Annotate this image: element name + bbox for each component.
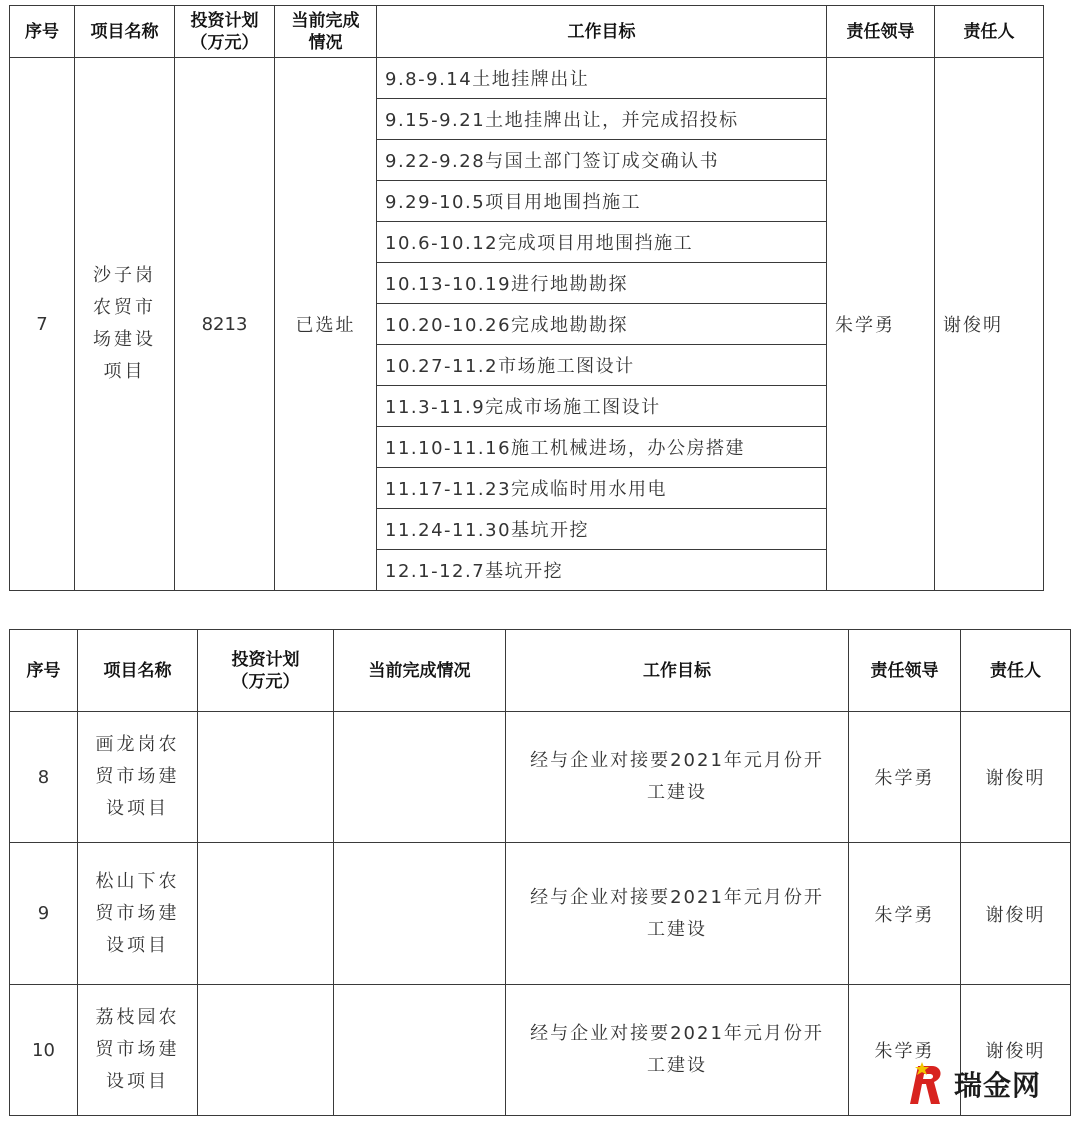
cell-invest: 8213 (175, 58, 275, 591)
header-status-line2: 情况 (308, 32, 343, 53)
name-line: 贸市场建 (95, 766, 180, 787)
table-row (10, 843, 1071, 985)
cell-goal (506, 985, 849, 1116)
cell-goal: 9.8-9.14土地挂牌出让 (377, 58, 827, 99)
cell-seq: 10 (10, 985, 78, 1116)
name-line: 农贸市 (93, 297, 156, 318)
name-line: 设项目 (106, 798, 169, 819)
goal-line: 工建设 (647, 782, 707, 803)
cell-invest (198, 843, 334, 985)
cell-goal (506, 843, 849, 985)
header-leader: 责任领导 (827, 6, 935, 58)
name-line: 贸市场建 (95, 902, 180, 924)
cell-leader: 朱学勇 (827, 58, 935, 591)
cell-goal (506, 712, 849, 843)
name-line: 松山下农 (95, 870, 180, 892)
project-table-1 (9, 5, 1044, 591)
ruijin-logo-icon (902, 1060, 950, 1108)
cell-project-name (78, 712, 198, 843)
cell-person: 谢俊明 (961, 985, 1071, 1116)
cell-status (334, 843, 506, 985)
header-seq: 序号 (10, 630, 78, 712)
cell-person: 谢俊明 (935, 58, 1044, 591)
cell-status (334, 712, 506, 843)
header-invest-line2: （万元） (190, 32, 259, 53)
header-status: 当前完成情况 (334, 630, 506, 712)
cell-seq: 7 (10, 58, 75, 591)
table-header-row (10, 630, 1071, 712)
goal-line: 经与企业对接要2021年元月份开 (530, 1023, 824, 1044)
name-line: 项目 (103, 361, 146, 382)
cell-goal: 10.20-10.26完成地勘勘探 (377, 304, 827, 345)
header-goal: 工作目标 (506, 630, 849, 712)
cell-goal: 10.6-10.12完成项目用地围挡施工 (377, 222, 827, 263)
header-goal: 工作目标 (377, 6, 827, 58)
table-row (10, 712, 1071, 843)
table1-body (10, 58, 1044, 591)
cell-seq: 9 (10, 843, 78, 985)
cell-goal: 10.13-10.19进行地勘勘探 (377, 263, 827, 304)
cell-leader: 朱学勇 (849, 712, 961, 843)
cell-leader: 朱学勇 (849, 985, 961, 1116)
cell-goal: 9.29-10.5项目用地围挡施工 (377, 181, 827, 222)
cell-invest (198, 712, 334, 843)
cell-status (334, 985, 506, 1116)
header-status (275, 6, 377, 58)
header-name: 项目名称 (75, 6, 175, 58)
cell-goal: 11.24-11.30基坑开挖 (377, 509, 827, 550)
cell-goal: 12.1-12.7基坑开挖 (377, 550, 827, 591)
cell-seq: 8 (10, 712, 78, 843)
cell-person: 谢俊明 (961, 843, 1071, 985)
cell-leader: 朱学勇 (849, 843, 961, 985)
header-person: 责任人 (961, 630, 1071, 712)
cell-person: 谢俊明 (961, 712, 1071, 843)
header-name: 项目名称 (78, 630, 198, 712)
cell-project-name (78, 843, 198, 985)
header-invest-line1: 投资计划 (231, 649, 300, 670)
watermark-text: 瑞金网 (954, 1069, 1042, 1102)
cell-goal: 11.3-11.9完成市场施工图设计 (377, 386, 827, 427)
header-status-line1: 当前完成 (291, 10, 360, 31)
cell-goal: 9.15-9.21土地挂牌出让，并完成招投标 (377, 99, 827, 140)
table-header-row (10, 6, 1044, 58)
header-person: 责任人 (935, 6, 1044, 58)
project-table-2 (9, 629, 1071, 1116)
goal-line: 工建设 (647, 918, 707, 940)
goal-line: 经与企业对接要2021年元月份开 (530, 750, 824, 771)
name-line: 荔枝园农 (95, 1007, 180, 1028)
name-line: 场建设 (93, 329, 156, 350)
cell-project-name (75, 58, 175, 591)
header-invest (175, 6, 275, 58)
cell-status: 已选址 (275, 58, 377, 591)
header-invest-line1: 投资计划 (190, 10, 259, 31)
header-seq: 序号 (10, 6, 75, 58)
name-line: 画龙岗农 (95, 734, 180, 755)
cell-goal: 10.27-11.2市场施工图设计 (377, 345, 827, 386)
cell-invest (198, 985, 334, 1116)
table-row (10, 58, 1044, 99)
cell-project-name (78, 985, 198, 1116)
name-line: 贸市场建 (95, 1039, 180, 1060)
table2-body (10, 712, 1071, 1116)
cell-goal: 11.17-11.23完成临时用水用电 (377, 468, 827, 509)
watermark (902, 1058, 1070, 1110)
header-leader: 责任领导 (849, 630, 961, 712)
name-line: 沙子岗 (93, 265, 156, 286)
name-line: 设项目 (106, 934, 169, 956)
goal-line: 经与企业对接要2021年元月份开 (530, 886, 824, 908)
header-invest (198, 630, 334, 712)
cell-goal: 9.22-9.28与国土部门签订成交确认书 (377, 140, 827, 181)
header-invest-line2: （万元） (231, 671, 300, 692)
goal-line: 工建设 (647, 1055, 707, 1076)
name-line: 设项目 (106, 1071, 169, 1092)
cell-goal: 11.10-11.16施工机械进场，办公房搭建 (377, 427, 827, 468)
